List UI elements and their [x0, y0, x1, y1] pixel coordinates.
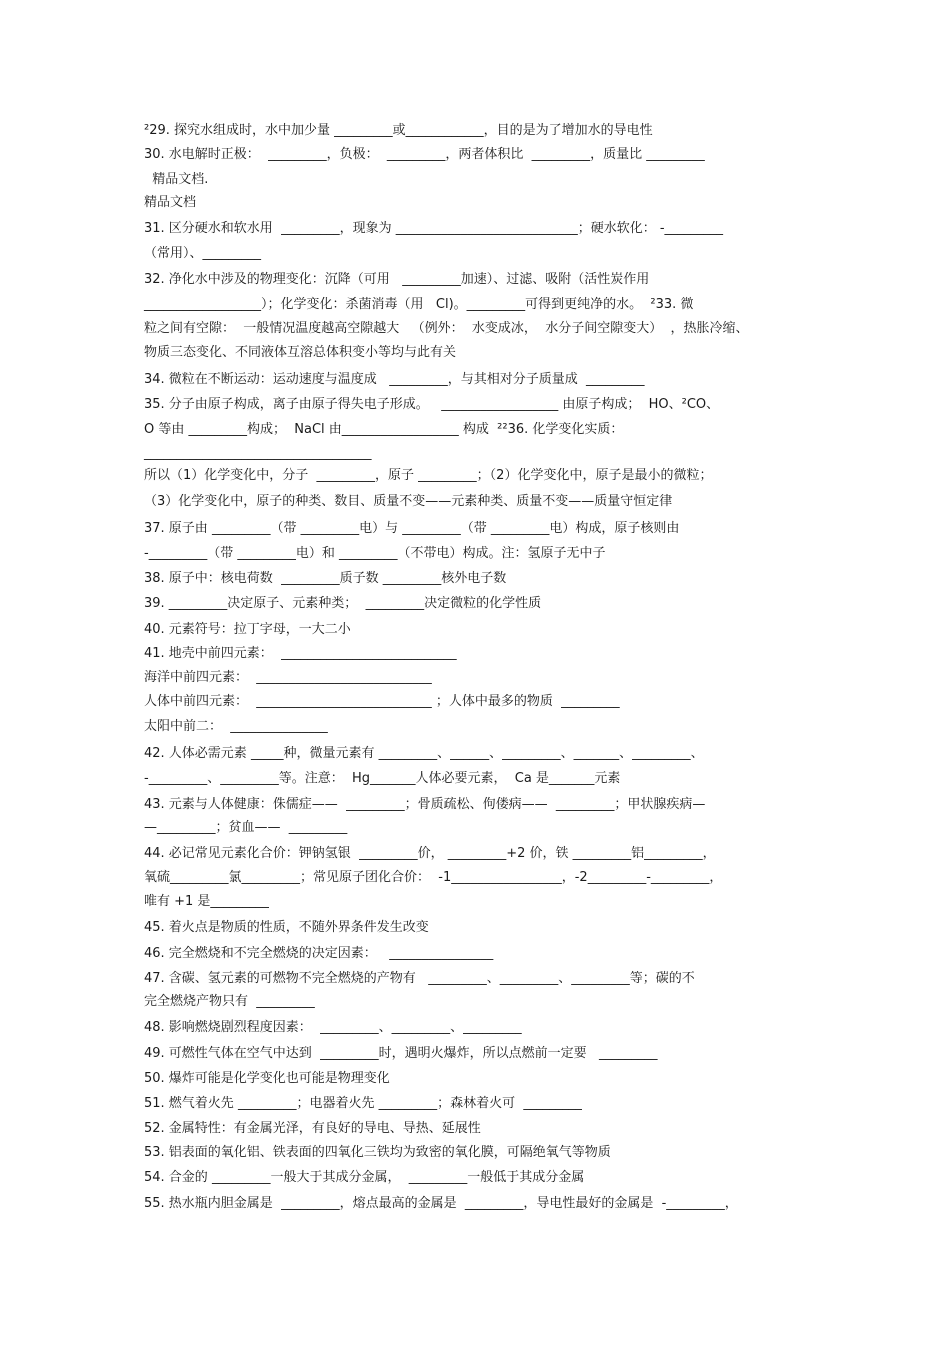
text-line: 氧硫_________氯_________；常见原子团化合价： -1_________________，-2_________-_________， [144, 870, 723, 885]
text-line: 35. 分子由原子构成，离子由原子得失电子形成。 __________________ 由原子构成； HO、²CO、 [144, 397, 720, 412]
text-line: 39. _________决定原子、元素种类； _________决定微粒的化学性质 [144, 596, 542, 611]
text-line: ²29. 探究水组成时，水中加少量 _________或____________，目的是为了增加水的导电性 [144, 123, 653, 138]
text-line: ___________________________________ [144, 446, 372, 461]
text-line: 人体中前四元素： ___________________________ ；人体中最多的物质 _________ [144, 694, 620, 709]
text-line: 41. 地壳中前四元素： ___________________________ [144, 646, 457, 661]
text-line: 47. 含碳、氢元素的可燃物不完全燃烧的产物有 _________、_________、_________等；碳的不 [144, 971, 695, 986]
text-line: 44. 必记常见元素化合价：钾钠氢银 _________价， _________+2 价，铁 _________铝_________， [144, 846, 716, 861]
text-line: 54. 合金的 _________一般大于其成分金属， _________一般低于其成分金属 [144, 1170, 585, 1185]
text-line: 太阳中前二： _______________ [144, 719, 328, 734]
text-line: 48. 影响燃烧剧烈程度因素： _________、_________、_________ [144, 1020, 522, 1035]
text-line: 46. 完全燃烧和不完全燃烧的决定因素： ________________ [144, 946, 494, 961]
text-line: O 等由 _________构成； NaCl 由__________________ 构成 ²²36. 化学变化实质： [144, 422, 624, 437]
text-line: （常用）、_________ [144, 246, 262, 261]
text-line: -_________、_________等。注意： Hg_______人体必要元素， Ca 是_______元素 [144, 771, 621, 786]
text-line: 50. 爆炸可能是化学变化也可能是物理变化 [144, 1071, 390, 1086]
text-line: 完全燃烧产物只有 _________ [144, 994, 315, 1009]
text-line: 55. 热水瓶内胆金属是 _________，熔点最高的金属是 _________，导电性最好的金属是 -_________， [144, 1196, 738, 1211]
text-line: 精品文档 [144, 195, 197, 210]
text-line: 49. 可燃性气体在空气中达到 _________时，遇明火爆炸，所以点燃前一定要 _________ [144, 1046, 658, 1061]
text-line: 物质三态变化、不同液体互溶总体积变小等均与此有关 [144, 345, 457, 360]
text-line: 所以（1）化学变化中，分子 _________，原子 _________；（2）化学变化中，原子是最小的微粒； [144, 468, 713, 483]
text-line: 34. 微粒在不断运动：运动速度与温度成 _________，与其相对分子质量成 _________ [144, 372, 645, 387]
text-line: 37. 原子由 _________（带 _________电）与 _________（带 _________电）构成，原子核则由 [144, 521, 680, 536]
text-line: __________________）；化学变化：杀菌消毒（用 Cl)。_________可得到更纯净的水。 ²33. 微 [144, 297, 694, 312]
text-line: 38. 原子中：核电荷数 _________质子数 _________核外电子数 [144, 571, 507, 586]
text-line: （3）化学变化中，原子的种类、数目、质量不变——元素种类、质量不变——质量守恒定律 [144, 494, 673, 509]
text-line: 45. 着火点是物质的性质，不随外界条件发生改变 [144, 920, 429, 935]
text-line: 31. 区分硬水和软水用 _________，现象为 ____________________________；硬水软化： -_________ [144, 221, 724, 236]
text-line: 唯有 +1 是_________ [144, 894, 269, 909]
text-line: 42. 人体必需元素 _____种，微量元素有 _________、______、_________、_______、_________、 [144, 746, 704, 761]
text-line: 粒之间有空隙： 一般情况温度越高空隙越大 （例外： 水变成冰， 水分子间空隙变大） ，热胀冷缩、 [144, 321, 749, 336]
text-line: 30. 水电解时正极： _________，负极： _________，两者体积比 _________，质量比 _________ [144, 147, 705, 162]
text-line: 精品文档. [144, 172, 209, 187]
text-line: 40. 元素符号：拉丁字母，一大二小 [144, 622, 351, 637]
text-line: -_________（带 _________电）和 _________（不带电）构成。注：氢原子无中子 [144, 546, 606, 561]
text-line: —_________；贫血—— _________ [144, 820, 348, 835]
text-line: 51. 燃气着火先 _________；电器着火先 _________；森林着火可 _________ [144, 1096, 582, 1111]
text-line: 52. 金属特性：有金属光泽，有良好的导电、导热、延展性 [144, 1121, 481, 1136]
text-line: 43. 元素与人体健康：侏儒症—— _________；骨质疏松、佝偻病—— _________；甲状腺疾病— [144, 797, 706, 812]
text-line: 海洋中前四元素： ___________________________ [144, 670, 432, 685]
text-line: 32. 净化水中涉及的物理变化：沉降（可用 _________加速）、过滤、吸附（活性炭作用 [144, 272, 650, 287]
text-line: 53. 铝表面的氧化铝、铁表面的四氧化三铁均为致密的氧化膜，可隔绝氧气等物质 [144, 1145, 611, 1160]
